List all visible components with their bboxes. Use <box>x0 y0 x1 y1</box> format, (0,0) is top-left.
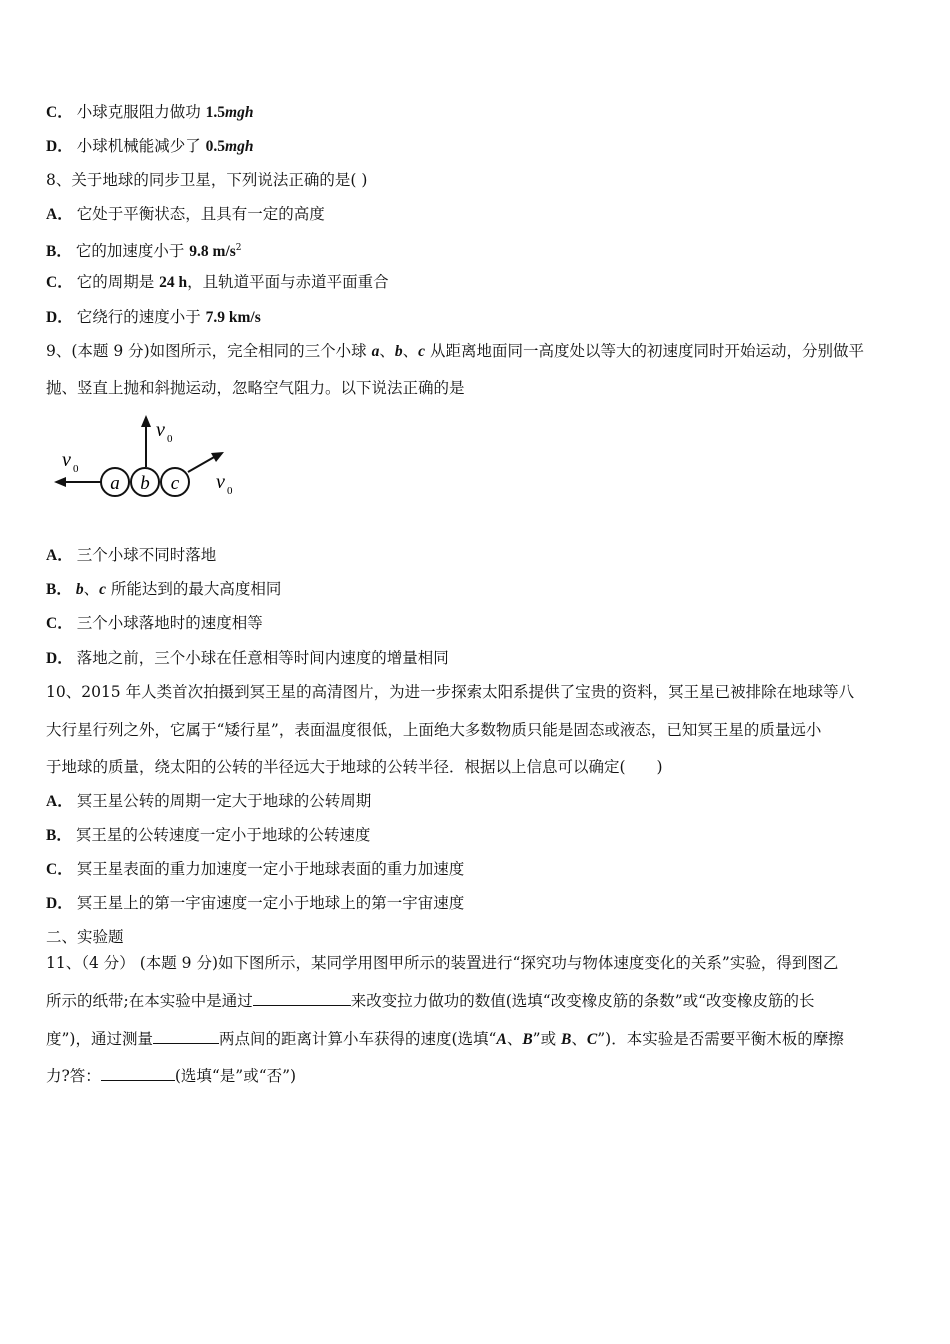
q10-stem-line3: 于地球的质量，绕太阳的公转的半径远大于地球的公转半径．根据以上信息可以确定( ) <box>46 758 663 776</box>
v0-left-subscript: 0 <box>73 463 79 475</box>
v0-up-label: v <box>156 419 165 441</box>
section-title-experiment: 二、实验题 <box>46 928 124 946</box>
q10-option-d: D． 冥王星上的第一宇宙速度一定小于地球上的第一宇宙速度 <box>46 894 465 912</box>
ball-c-label: c <box>170 473 180 494</box>
q8-option-b: B． 它的加速度小于 9.8 $m/s^2$ <box>46 242 242 261</box>
q11-blank-1[interactable] <box>253 990 351 1006</box>
q8-option-a: A． 它处于平衡状态，且具有一定的高度 <box>46 205 325 223</box>
q7-option-d: D． 小球机械能减少了 0.5mgh <box>46 137 254 155</box>
v0-left-label: v <box>62 449 71 471</box>
q8-option-d: D． 它绕行的速度小于 7.9 km/s <box>46 308 261 326</box>
q9-option-a: A． 三个小球不同时落地 <box>46 546 217 564</box>
q9-stem-line1: 9、(本题 9 分)如图所示，完全相同的三个小球 a、b、c 从距离地面同一高度处以等大的初速度同时开始运动，分别做平 <box>46 342 864 360</box>
q9-option-b: B． b、c 所能达到的最大高度相同 <box>46 580 282 598</box>
v0-up-subscript: 0 <box>167 433 173 445</box>
q11-blank-3[interactable] <box>101 1065 175 1081</box>
q10-stem-line1: 10、2015 年人类首次拍摄到冥王星的高清图片，为进一步探索太阳系提供了宝贵的资料，冥王星已被排除在地球等八 <box>46 683 855 701</box>
q10-stem-line2: 大行星行列之外，它属于“矮行星”，表面温度很低，上面绝大多数物质只能是固态或液态，已知冥王星的质量远小 <box>46 721 822 739</box>
q9-option-d: D． 落地之前，三个小球在任意相等时间内速度的增量相同 <box>46 649 449 667</box>
horizontal-arrowhead <box>54 477 66 487</box>
oblique-velocity-arrow <box>188 456 216 472</box>
q9-stem-line2: 抛、竖直上抛和斜抛运动，忽略空气阻力。以下说法正确的是 <box>46 379 465 397</box>
q11-line4: 力?答： (选填“是”或“否”) <box>46 1067 297 1085</box>
q11-line1: 11、（4 分） (本题 9 分)如下图所示，某同学用图甲所示的装置进行“探究功与物体速度变化的关系”实验，得到图乙 <box>46 954 839 972</box>
ball-a-label: a <box>110 473 120 494</box>
vertical-arrowhead <box>141 415 151 427</box>
q10-option-c: C． 冥王星表面的重力加速度一定小于地球表面的重力加速度 <box>46 860 465 878</box>
q7-option-c: C． 小球克服阻力做功 1.5mgh <box>46 103 254 121</box>
ball-b-label: b <box>140 473 150 494</box>
q10-option-b: B． 冥王星的公转速度一定小于地球的公转速度 <box>46 826 371 844</box>
three-balls-figure <box>48 410 248 505</box>
q8-option-c: C． 它的周期是 24 h，且轨道平面与赤道平面重合 <box>46 273 389 291</box>
q9-option-c: C． 三个小球落地时的速度相等 <box>46 614 263 632</box>
v0-oblique-subscript: 0 <box>227 485 233 497</box>
q11-line3: 度”)，通过测量 两点间的距离计算小车获得的速度(选填“A、B”或 B、C”)．本实验是否需要平衡木板的摩擦 <box>46 1030 844 1048</box>
q8-stem: 8、关于地球的同步卫星，下列说法正确的是( ) <box>46 171 368 189</box>
q10-option-a: A． 冥王星公转的周期一定大于地球的公转周期 <box>46 792 372 810</box>
v0-oblique-label: v <box>216 471 225 493</box>
q11-blank-2[interactable] <box>153 1028 219 1044</box>
q11-line2: 所示的纸带;在本实验中是通过 来改变拉力做功的数值(选填“改变橡皮筋的条数”或“改变橡皮筋的长 <box>46 992 815 1010</box>
